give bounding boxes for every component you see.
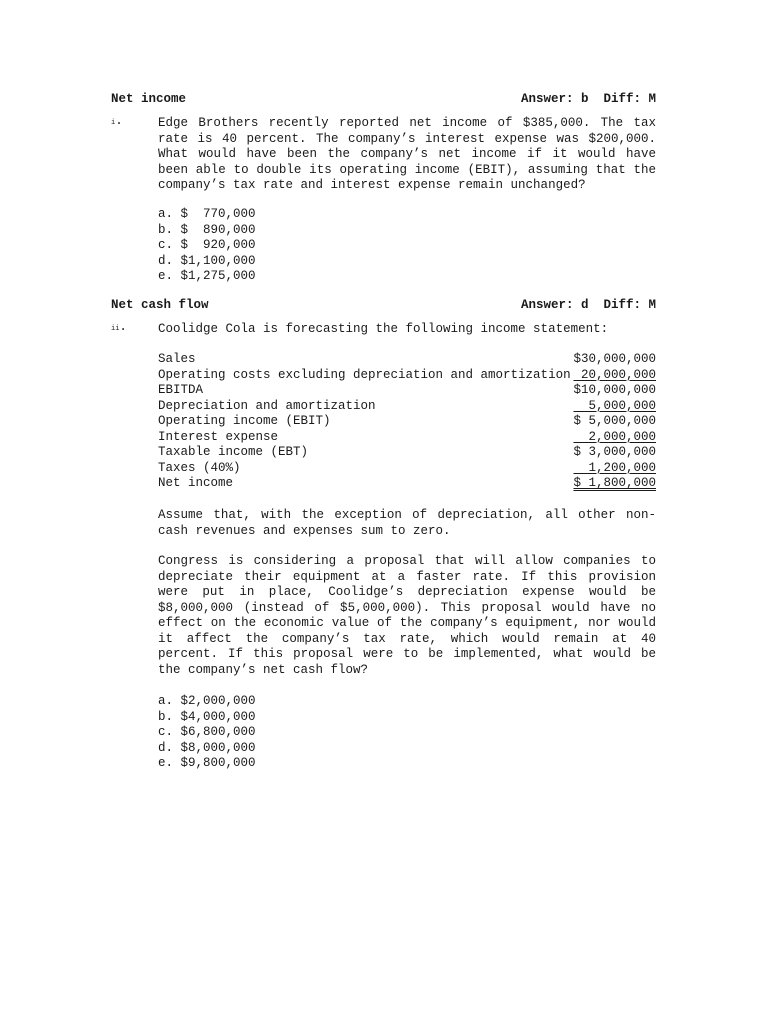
- row-value: 5,000,000: [573, 398, 656, 413]
- row-value: 20,000,000: [573, 367, 656, 382]
- row-label: EBITDA: [158, 383, 204, 397]
- option-b: b. $ 890,000: [158, 222, 256, 237]
- q1-options: [158, 207, 656, 285]
- q1-header: [111, 92, 656, 108]
- q2-topic: Net cash flow: [111, 298, 209, 312]
- row-label: Depreciation and amortization: [158, 398, 376, 413]
- row-label: Taxes (40%): [158, 460, 241, 475]
- statement-row: [158, 430, 656, 446]
- row-label: Operating costs excluding depreciation and amortization: [158, 367, 571, 382]
- q2-assumption: Assume that, with the exception of depreciation, all other non-cash revenues and expenses sum to zero.: [158, 508, 656, 538]
- option-c: c. $6,800,000: [158, 725, 256, 739]
- row-label: Interest expense: [158, 429, 279, 444]
- row-value: $ 5,000,000: [573, 414, 656, 428]
- q2-answer-diff: [521, 298, 656, 314]
- q2-proposal: Congress is considering a proposal that will allow companies to depreciate their equipment at a faster rate. If this provision were put in place, Coolidge’s depreciation expense would be $8,000,000 (instead of $5,000,000). This proposal would have no effect on the economic value of the company’s equipment, nor would it affect the company’s tax rate, which would remain at 40 percent. If this proposal were to be implemented, what would be the company’s net cash flow?: [158, 554, 656, 677]
- row-value: $10,000,000: [573, 383, 656, 397]
- row-value: 1,200,000: [573, 460, 656, 475]
- q1-number: i.: [111, 114, 123, 128]
- statement-row: [158, 352, 656, 368]
- option-d: d. $1,100,000: [158, 253, 256, 268]
- q2-intro: Coolidge Cola is forecasting the following income statement:: [158, 322, 609, 336]
- row-label: Operating income (EBIT): [158, 414, 331, 428]
- statement-row: [158, 461, 656, 477]
- q1-text: Edge Brothers recently reported net income of $385,000. The tax rate is 40 percent. The company’s interest expense was $200,000. What would have been the company’s net income if it would have been able to double its operating income (EBIT), assuming that the company’s tax rate and interest expense remain unchanged?: [158, 116, 656, 192]
- q2-diff: Diff: M: [603, 298, 656, 312]
- q2-header: [111, 298, 656, 314]
- row-label: Taxable income (EBT): [158, 445, 309, 459]
- statement-row: [158, 368, 656, 384]
- income-statement: [158, 352, 656, 492]
- statement-row: [158, 476, 656, 492]
- row-value: 2,000,000: [573, 429, 656, 444]
- q2-number: ii.: [111, 320, 127, 334]
- q1-answer-diff: [521, 92, 656, 108]
- option-b: b. $4,000,000: [158, 709, 256, 724]
- q1-answer: Answer: b: [520, 92, 589, 106]
- q2-options: [158, 694, 656, 772]
- row-label: Sales: [158, 352, 196, 366]
- q1-diff: Diff: M: [603, 92, 656, 106]
- q2-answer: Answer: d: [520, 298, 589, 312]
- row-value: $ 3,000,000: [573, 445, 656, 459]
- q1-topic: Net income: [111, 92, 187, 106]
- row-value: $ 1,800,000: [573, 476, 656, 490]
- statement-row: [158, 445, 656, 461]
- statement-row: [158, 383, 656, 399]
- row-value: $30,000,000: [573, 352, 656, 366]
- row-label: Net income: [158, 476, 234, 490]
- option-c: c. $ 920,000: [158, 238, 256, 252]
- option-a: a. $2,000,000: [158, 694, 256, 708]
- option-e: e. $1,275,000: [158, 269, 256, 283]
- statement-row: [158, 399, 656, 415]
- option-e: e. $9,800,000: [158, 756, 256, 770]
- option-d: d. $8,000,000: [158, 740, 256, 755]
- option-a: a. $ 770,000: [158, 207, 256, 221]
- statement-row: [158, 414, 656, 430]
